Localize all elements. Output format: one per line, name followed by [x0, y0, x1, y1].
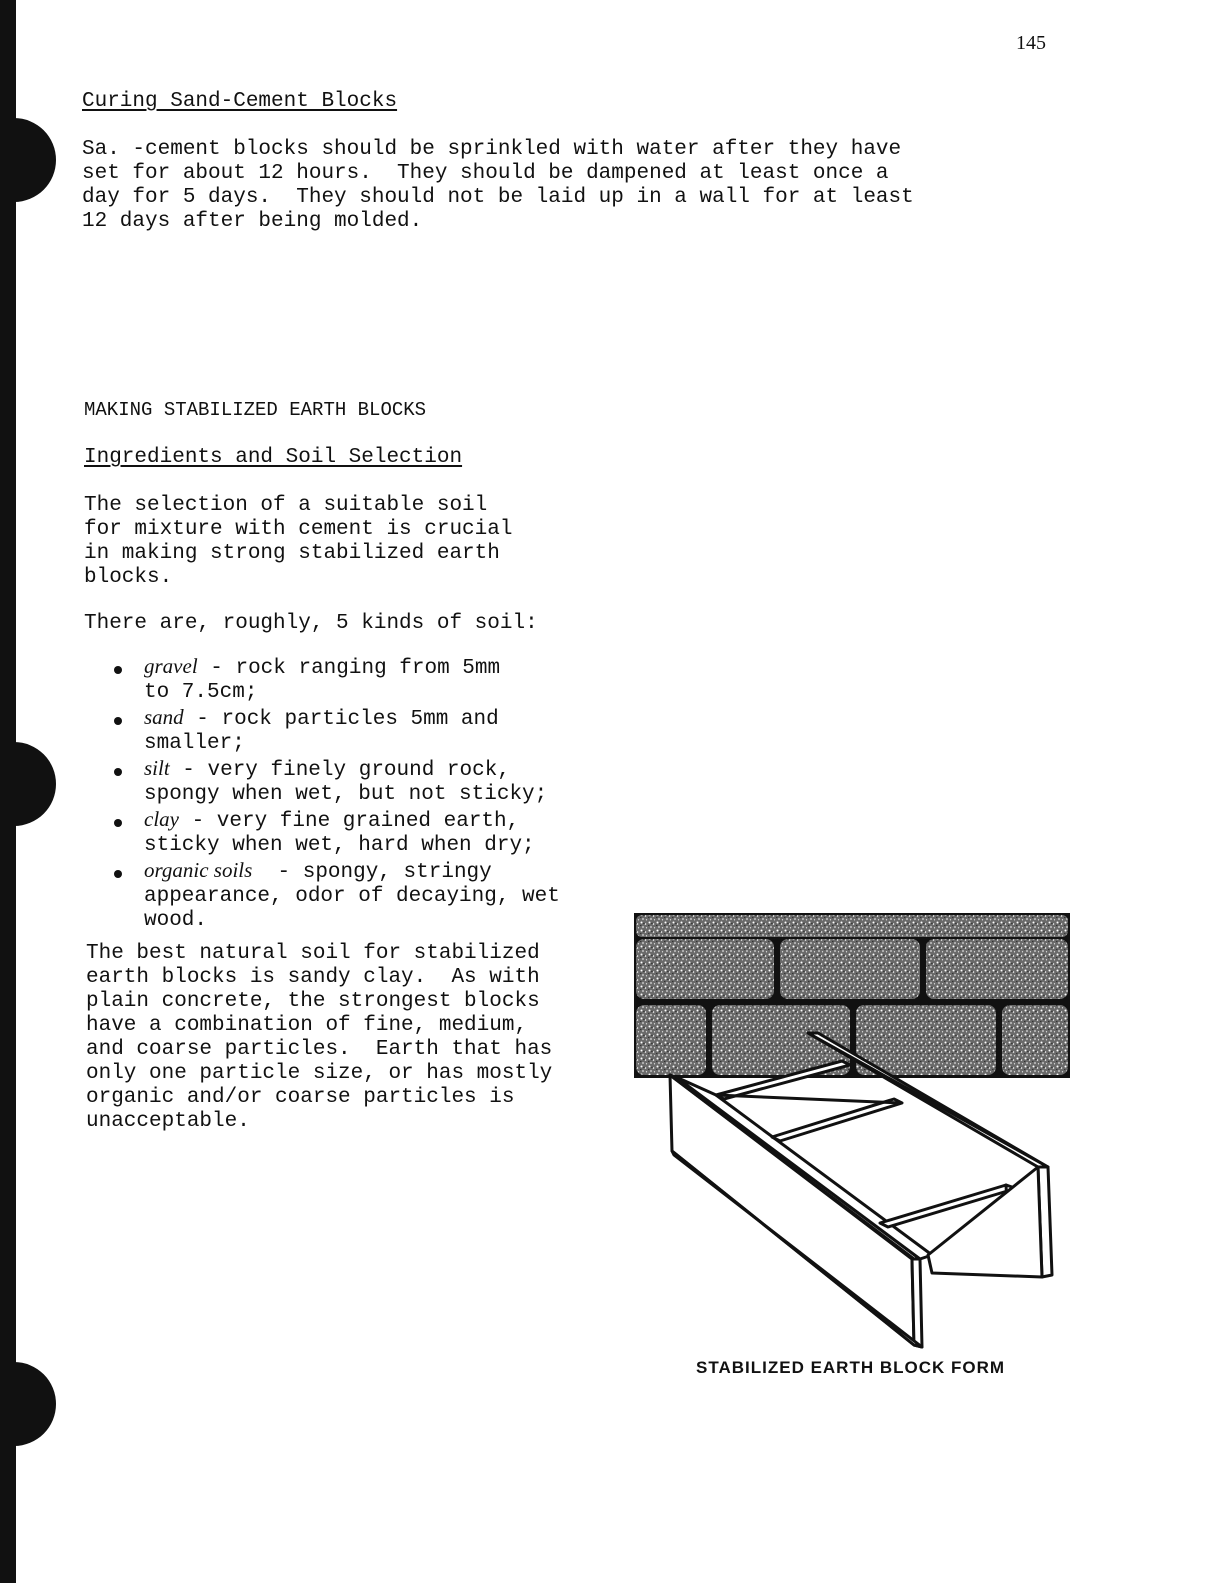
section-heading: MAKING STABILIZED EARTH BLOCKS [84, 399, 427, 421]
paragraph-line: organic and/or coarse particles is [86, 1086, 515, 1109]
curing-paragraph [82, 138, 914, 234]
paragraph-line: only one particle size, or has mostly [86, 1062, 553, 1085]
paragraph-line: The best natural soil for stabilized [86, 942, 540, 965]
list-item: silt - very finely ground rock, spongy when wet, but not sticky; [112, 756, 632, 807]
bullet-icon [114, 717, 122, 725]
list-item: gravel - rock ranging from 5mm to 7.5cm; [112, 654, 632, 705]
paragraph-line: have a combination of fine, medium, [86, 1014, 528, 1037]
intro-line: The selection of a suitable soil [84, 494, 488, 517]
list-item: clay - very fine grained earth, sticky when wet, hard when dry; [112, 807, 632, 858]
paragraph-line: and coarse particles. Earth that has [86, 1038, 553, 1061]
block-form-mold [670, 1033, 1052, 1347]
bullet-icon [114, 768, 122, 776]
bullet-icon [114, 870, 122, 878]
curing-line: set for about 12 hours. They should be dampened at least once a [82, 162, 889, 185]
paragraph-line: unacceptable. [86, 1110, 250, 1133]
figure-caption: STABILIZED EARTH BLOCK FORM [696, 1358, 1006, 1377]
paragraph-line: earth blocks is sandy clay. As with [86, 966, 540, 989]
soil-term: organic soils [144, 858, 253, 882]
bullet-icon [114, 819, 122, 827]
curing-line: Sa. -cement blocks should be sprinkled with water after they have [82, 138, 902, 161]
curing-heading: Curing Sand-Cement Blocks [82, 90, 398, 113]
list-item: sand - rock particles 5mm and smaller; [112, 705, 632, 756]
soil-selection-intro [84, 494, 512, 590]
intro-line: in making strong stabilized earth [84, 542, 500, 565]
page-number: 145 [1016, 32, 1046, 54]
soil-term: clay [144, 807, 179, 831]
list-item: organic soils - spongy, stringy appearance, odor of decaying, wet wood. [112, 858, 632, 933]
soil-kinds-intro: There are, roughly, 5 kinds of soil: [84, 612, 538, 635]
binder-hole [8, 1362, 56, 1446]
ingredients-heading: Ingredients and Soil Selection [84, 446, 463, 469]
curing-line: day for 5 days. They should not be laid up in a wall for at least [82, 186, 914, 209]
soil-term: gravel [144, 654, 198, 678]
intro-line: for mixture with cement is crucial [84, 518, 513, 541]
bullet-icon [114, 666, 122, 674]
soil-term: silt [144, 756, 170, 780]
block-form-illustration [632, 905, 1076, 1365]
intro-line: blocks. [84, 566, 173, 589]
best-soil-paragraph [86, 942, 552, 1134]
soil-kinds-list [112, 654, 632, 933]
binder-hole [8, 742, 56, 826]
paragraph-line: plain concrete, the strongest blocks [86, 990, 540, 1013]
binder-hole [8, 118, 56, 202]
curing-line: 12 days after being molded. [82, 210, 423, 233]
soil-term: sand [144, 705, 184, 729]
